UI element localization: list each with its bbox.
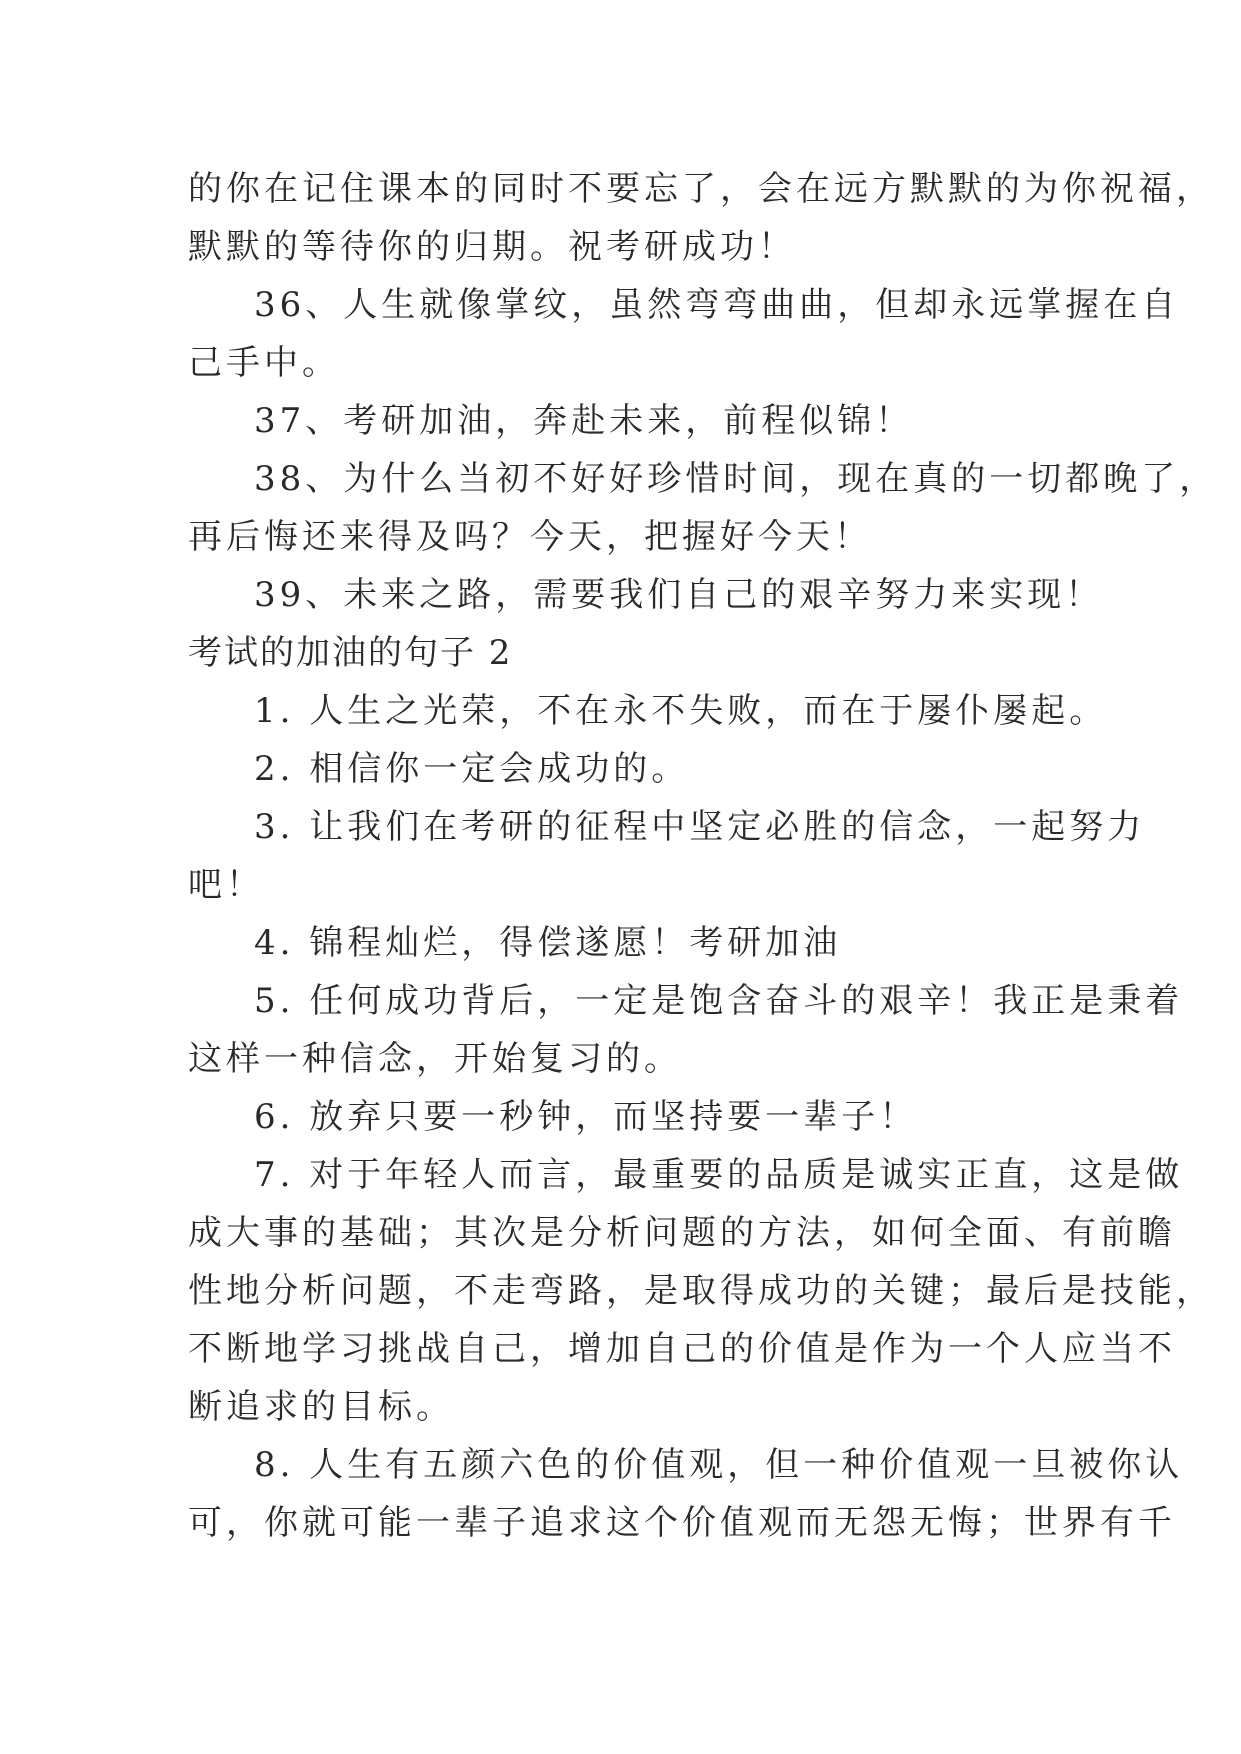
- list-item-37: 37、考研加油，奔赴未来，前程似锦！: [254, 401, 914, 441]
- list-item-3: 3. 让我们在考研的征程中坚定必胜的信念，一起努力: [254, 807, 1146, 847]
- list-item-36: 36、人生就像掌纹，虽然弯弯曲曲，但却永远掌握在自: [254, 285, 1180, 325]
- list-item-1: 1. 人生之光荣，不在永不失败，而在于屡仆屡起。: [254, 691, 1108, 731]
- list-item-5: 5. 任何成功背后，一定是饱含奋斗的艰辛！我正是秉着: [254, 981, 1184, 1021]
- text-line: 吧！: [188, 865, 264, 905]
- text-line: 成大事的基础；其次是分析问题的方法，如何全面、有前瞻: [188, 1213, 1176, 1253]
- text-line: 己手中。: [188, 343, 340, 383]
- text-line: 的你在记住课本的同时不要忘了，会在远方默默的为你祝福，: [188, 169, 1214, 209]
- list-item-2: 2. 相信你一定会成功的。: [254, 749, 690, 789]
- list-item-39: 39、未来之路，需要我们自己的艰辛努力来实现！: [254, 575, 1104, 615]
- document-body: [188, 160, 1218, 1552]
- text-line: 不断地学习挑战自己，增加自己的价值是作为一个人应当不: [188, 1329, 1176, 1369]
- text-line: 可，你就可能一辈子追求这个价值观而无怨无悔；世界有千: [188, 1503, 1176, 1543]
- list-item-38: 38、为什么当初不好好珍惜时间，现在真的一切都晚了，: [254, 459, 1218, 499]
- text-line: 断追求的目标。: [188, 1387, 454, 1427]
- text-line: 默默的等待你的归期。祝考研成功！: [188, 227, 796, 267]
- text-line: 再后悔还来得及吗？今天，把握好今天！: [188, 517, 872, 557]
- text-line: 性地分析问题，不走弯路，是取得成功的关键；最后是技能，: [188, 1271, 1214, 1311]
- text-line: 这样一种信念，开始复习的。: [188, 1039, 682, 1079]
- list-item-4: 4. 锦程灿烂，得偿遂愿！考研加油: [254, 923, 842, 963]
- list-item-8: 8. 人生有五颜六色的价值观，但一种价值观一旦被你认: [254, 1445, 1184, 1485]
- list-item-7: 7. 对于年轻人而言，最重要的品质是诚实正直，这是做: [254, 1155, 1184, 1195]
- list-item-6: 6. 放弃只要一秒钟，而坚持要一辈子！: [254, 1097, 918, 1137]
- section-heading: 考试的加油的句子 2: [188, 633, 513, 673]
